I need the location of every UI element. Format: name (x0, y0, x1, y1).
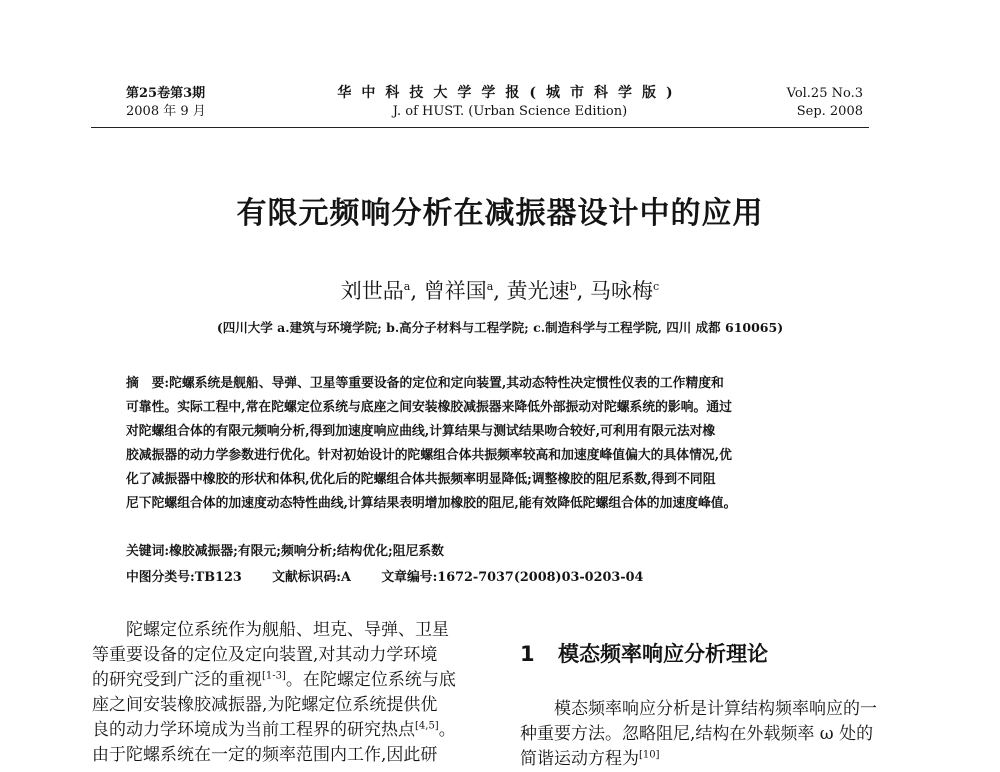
author-name: 黄光速 (506, 279, 570, 303)
clc-value: TB123 (194, 570, 242, 585)
journal-name-cn: 华中科技大学学报(城市科学版) (337, 85, 683, 101)
body-line: 由于陀螺系统在一定的频率范围内工作,因此研 (92, 745, 438, 765)
clc-label: 中图分类号: (126, 570, 195, 585)
author-affil-mark: b (569, 280, 577, 293)
section-number: 1 (520, 642, 535, 666)
classification-row (126, 566, 643, 585)
abstract-line: 胶减振器的动力学参数进行优化。针对初始设计的陀螺组合体共振频率较高和加速度峰值偏大的具体情况,优 (126, 448, 732, 463)
keywords (126, 540, 444, 559)
journal-name-en: J. of HUST. (Urban Science Edition) (392, 104, 628, 119)
journal-volume-cn: 第25卷第3期 (126, 86, 206, 101)
article-number-label: 文章编号: (381, 570, 438, 585)
author-affil-mark: a (403, 280, 411, 293)
body-line: 种重要方法。忽略阻尼,结构在外载频率 ω 处的 (520, 724, 874, 744)
body-line: 的研究受到广泛的重视[1-3]。在陀螺定位系统与底 (92, 670, 456, 690)
journal-volume-en: Vol.25 No.3 (786, 86, 863, 101)
body-line: 座之间安装橡胶减振器,为陀螺定位系统提供优 (92, 695, 438, 715)
citation: [10] (639, 749, 660, 761)
abstract-line: 对陀螺组合体的有限元频响分析,得到加速度响应曲线,计算结果与测试结果吻合较好,可利用有限元法对橡 (126, 424, 716, 439)
author-list: 刘世品$^a$, 曾祥国$^a$, 黄光速$^b$, 马咏梅$^c$ (340, 279, 660, 303)
abstract-line: 摘 要:陀螺系统是舰船、导弹、卫星等重要设备的定位和定向装置,其动态特性决定惯性仪表的工作精度和 (126, 376, 724, 391)
author-affil-mark: c (653, 280, 660, 293)
abstract-label: 摘 要: (126, 376, 170, 391)
author-name: 曾祥国 (423, 279, 487, 303)
doc-code-label: 文献标识码: (272, 570, 341, 585)
doc-code-value: A (340, 570, 351, 585)
keywords-label: 关键词: (126, 544, 170, 559)
journal-date-en: Sep. 2008 (796, 104, 863, 119)
citation: [4,5] (415, 720, 439, 732)
abstract-line: 化了减振器中橡胶的形状和体积,优化后的陀螺组合体共振频率明显降低;调整橡胶的阻尼系数,得到不同阻 (126, 472, 716, 487)
body-right-column (520, 697, 900, 772)
body-line: 等重要设备的定位及定向装置,对其动力学环境 (92, 645, 438, 665)
article-number-value: 1672-7037(2008)03-0203-04 (437, 570, 644, 585)
body-line: 陀螺定位系统作为舰船、坦克、导弹、卫星 (126, 620, 449, 640)
section-title: 模态频率响应分析理论 (558, 642, 768, 666)
affiliation: (四川大学 a.建筑与环境学院; b.高分子材料与工程学院; c.制造科学与工程学院, 四川 成都 610065) (216, 320, 784, 335)
paper-title: 有限元频响分析在减振器设计中的应用 (236, 196, 764, 231)
header-rule (91, 127, 869, 128)
keywords-text: 橡胶减振器;有限元;频响分析;结构优化;阻尼系数 (169, 544, 444, 559)
citation: [1-3] (262, 670, 286, 682)
abstract-line: 可靠性。实际工程中,常在陀螺定位系统与底座之间安装橡胶减振器来降低外部振动对陀螺系统的影响。通过 (126, 400, 732, 415)
section-heading (520, 638, 768, 668)
body-line: 良的动力学环境成为当前工程界的研究热点[4,5]。 (92, 720, 456, 740)
abstract-line: 尼下陀螺组合体的加速度动态特性曲线,计算结果表明增加橡胶的阻尼,能有效降低陀螺组合体的加速度峰值。 (126, 496, 737, 511)
body-line: 简谐运动方程为[10] (520, 749, 660, 769)
abstract (126, 372, 866, 516)
author-name: 马咏梅 (590, 279, 654, 303)
author-affil-mark: a (486, 280, 494, 293)
journal-date-cn: 2008 年 9 月 (126, 104, 206, 119)
body-left-column (92, 618, 472, 768)
author-name: 刘世品 (340, 279, 404, 303)
body-line: 模态频率响应分析是计算结构频率响应的一 (554, 699, 877, 719)
